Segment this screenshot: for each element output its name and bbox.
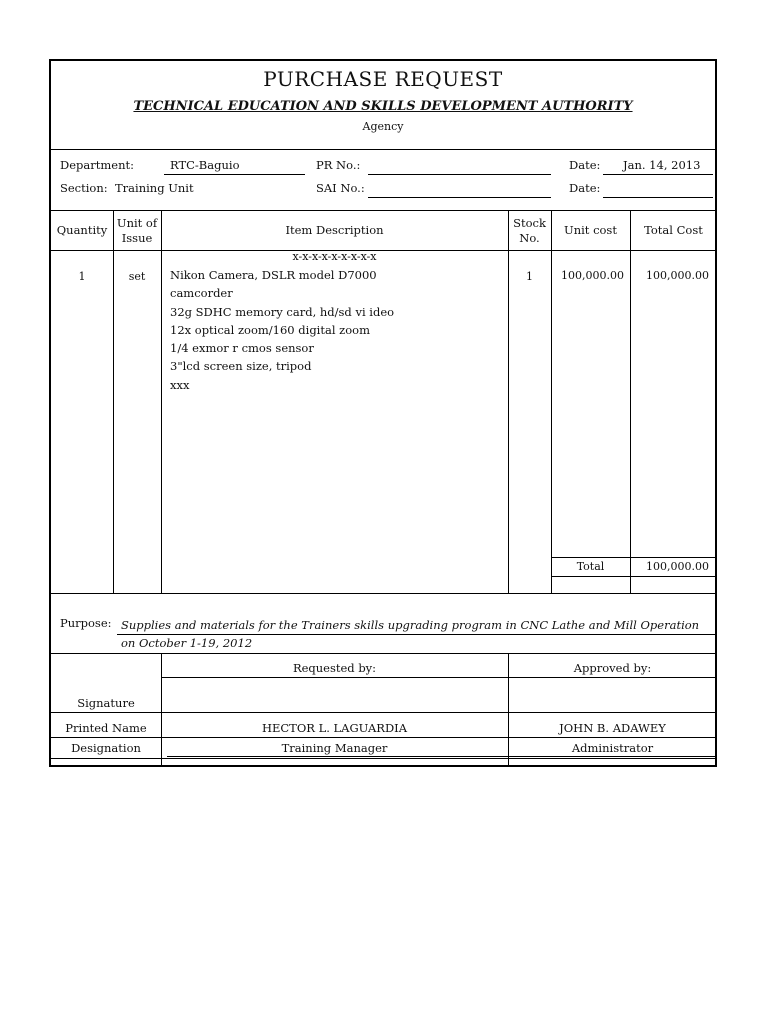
table-bottom-border (51, 593, 717, 594)
designation-row-bottom (51, 758, 717, 759)
requested-by-label: Requested by: (292, 661, 377, 675)
col-divider-desc (508, 210, 509, 593)
item-total-cost: 100,000.00 (646, 269, 709, 282)
sig-header-divider (161, 677, 717, 678)
requested-by-designation: Training Manager (281, 741, 388, 755)
purpose-text-line1: Supplies and materials for the Trainers skills upgrading program in CNC Lathe and Mill Operation (121, 618, 700, 632)
col-header-unit-cost: Unit cost (564, 223, 617, 237)
pr-number-label: PR No.: (316, 158, 361, 172)
total-label: Total (576, 560, 605, 573)
item-quantity: 1 (78, 270, 86, 283)
item-desc-line: 1/4 exmor r cmos sensor (170, 341, 314, 355)
col-header-unit-line2: Issue (121, 231, 153, 245)
col-header-description: Item Description (285, 223, 384, 237)
printed-name-row-bottom (51, 737, 717, 738)
header-divider (51, 149, 717, 150)
date-underline (603, 174, 713, 175)
department-label: Department: (60, 158, 134, 172)
col-header-stock-line2: No. (519, 231, 540, 245)
section-value: Training Unit (115, 181, 194, 195)
item-desc-line: camcorder (170, 286, 233, 300)
item-desc-line: Nikon Camera, DSLR model D7000 (170, 268, 377, 282)
purpose-label: Purpose: (60, 616, 112, 630)
item-separator: x-x-x-x-x-x-x-x-x (292, 250, 377, 263)
purpose-text-line2: on October 1-19, 2012 (121, 636, 253, 650)
date-label-2: Date: (569, 181, 601, 195)
page-title: PURCHASE REQUEST (263, 67, 503, 91)
item-desc-line: 12x optical zoom/160 digital zoom (170, 323, 370, 337)
agency-name: TECHNICAL EDUCATION AND SKILLS DEVELOPMENT AUTHORITY (133, 99, 633, 114)
sai-number-underline (368, 197, 551, 198)
col-divider-quantity (113, 210, 114, 593)
printed-name-label: Printed Name (65, 721, 147, 735)
purpose-underline-1 (117, 634, 717, 635)
department-underline (164, 174, 305, 175)
agency-label: Agency (362, 120, 404, 133)
requested-by-name: HECTOR L. LAGUARDIA (261, 721, 408, 735)
item-desc-line: xxx (170, 378, 190, 392)
purchase-request-form (49, 59, 717, 767)
col-divider-unit-cost (630, 210, 631, 593)
item-unit: set (128, 270, 146, 283)
date-label: Date: (569, 158, 601, 172)
col-header-stock-line1: Stock (513, 216, 546, 230)
col-header-unit-line1: Unit of (116, 216, 158, 230)
item-desc-line: 3"lcd screen size, tripod (170, 359, 312, 373)
designation-underline (167, 756, 717, 757)
col-header-quantity: Quantity (56, 223, 108, 237)
item-stock-number: 1 (526, 270, 533, 283)
signature-label: Signature (77, 696, 135, 710)
col-divider-unit (161, 210, 162, 593)
pr-number-underline (368, 174, 551, 175)
item-desc-line: 32g SDHC memory card, hd/sd vi ideo (170, 305, 395, 319)
table-top-border (51, 210, 717, 211)
signature-row-bottom (51, 712, 717, 713)
department-value: RTC-Baguio (170, 158, 240, 172)
total-row-bottom (551, 576, 717, 577)
item-unit-cost: 100,000.00 (561, 269, 624, 282)
col-divider-stock (551, 210, 552, 593)
approved-by-label: Approved by: (573, 661, 652, 675)
section-label: Section: (60, 181, 108, 195)
date-underline-2 (603, 197, 713, 198)
sai-number-label: SAI No.: (316, 181, 365, 195)
designation-label: Designation (71, 741, 141, 755)
col-header-total-cost: Total Cost (644, 223, 703, 237)
total-row-top (551, 557, 717, 558)
purpose-bottom-border (51, 653, 717, 654)
approved-by-designation: Administrator (571, 741, 654, 755)
date-value: Jan. 14, 2013 (623, 158, 701, 172)
approved-by-name: JOHN B. ADAWEY (559, 721, 666, 735)
total-value: 100,000.00 (646, 560, 709, 573)
